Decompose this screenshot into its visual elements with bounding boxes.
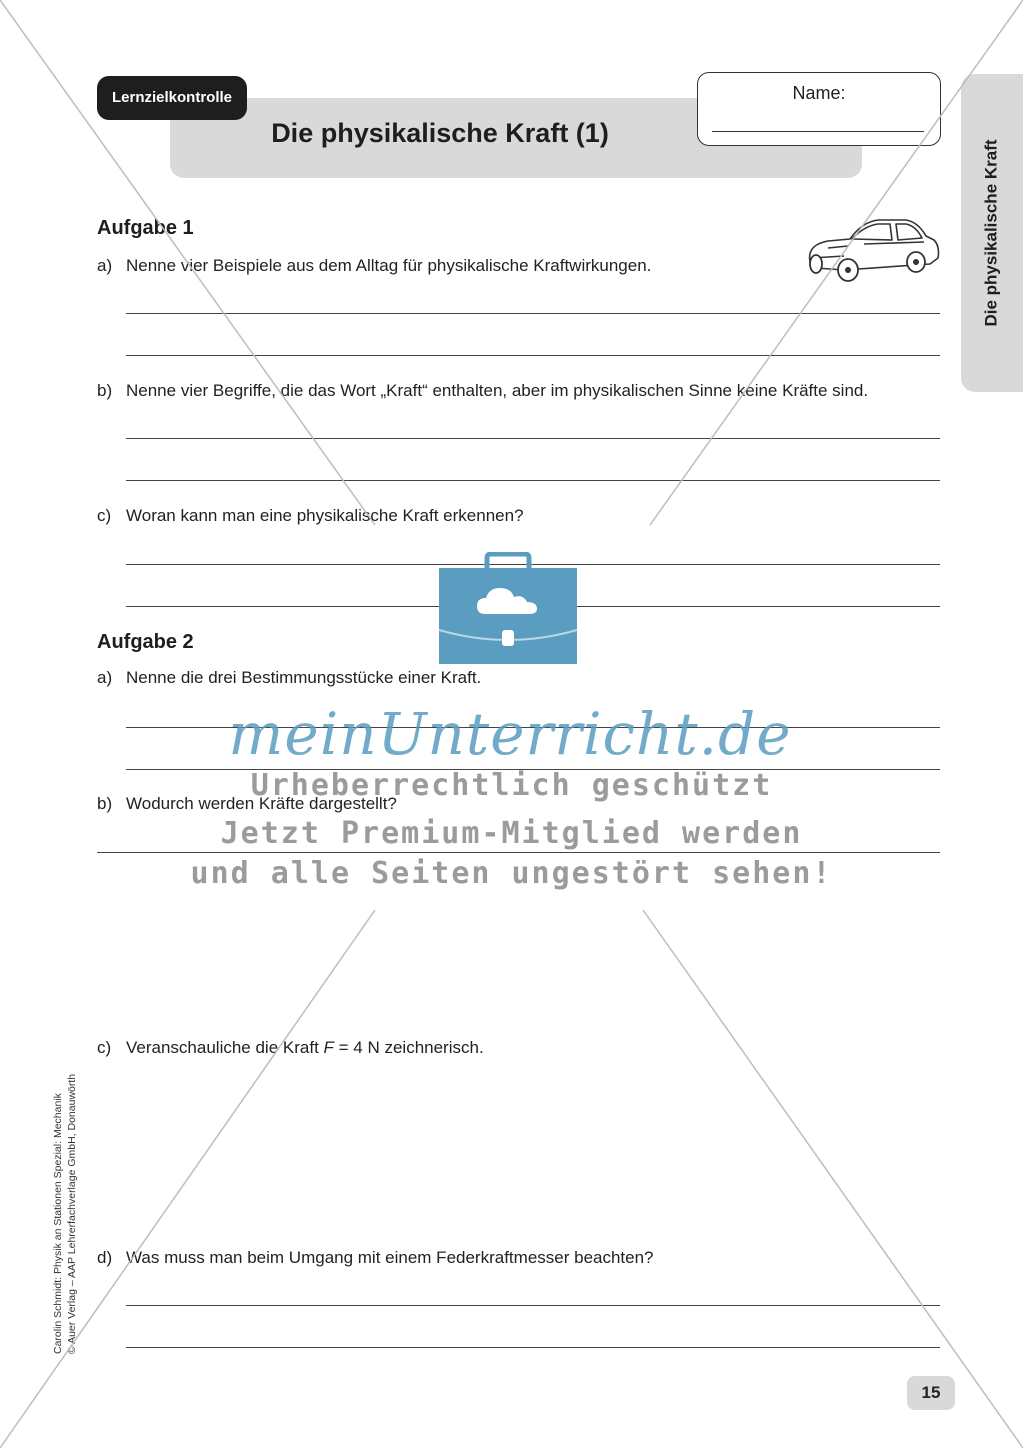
watermark-line-1: Urheberrechtlich geschützt — [250, 768, 773, 803]
answer-line[interactable] — [126, 355, 940, 356]
task2-question-a — [97, 668, 481, 688]
question-text: Was muss man beim Umgang mit einem Federkraftmesser beachten? — [126, 1248, 654, 1267]
question-text-before: Veranschauliche die Kraft — [126, 1038, 324, 1057]
question-text: Nenne vier Beispiele aus dem Alltag für physikalische Kraftwirkungen. — [126, 256, 652, 275]
answer-line[interactable] — [126, 1305, 940, 1306]
question-label: d) — [97, 1248, 113, 1267]
task1-heading: Aufgabe 1 — [97, 217, 194, 239]
question-text: Nenne vier Begriffe, die das Wort „Kraft“ enthalten, aber im physikalischen Sinne keine Kräfte sind. — [126, 381, 869, 400]
watermark-line-2: Jetzt Premium-Mitglied werden — [220, 816, 803, 851]
name-write-line[interactable] — [712, 131, 924, 132]
answer-line[interactable] — [126, 438, 940, 439]
name-label: Name: — [792, 83, 846, 103]
question-text: Woran kann man eine physikalische Kraft erkennen? — [126, 506, 524, 525]
question-label: c) — [97, 506, 112, 525]
question-label: b) — [97, 381, 113, 400]
page-number: 15 — [907, 1376, 955, 1410]
lernzielkontrolle-badge: Lernzielkontrolle — [97, 76, 247, 120]
question-text: Nenne die drei Bestimmungsstücke einer Kraft. — [126, 668, 482, 687]
question-label: c) — [97, 1038, 112, 1057]
side-tab-label-wrap — [961, 74, 1023, 392]
question-label: a) — [97, 668, 113, 687]
credit-line-1: Carolin Schmidt: Physik an Stationen Spezial: Mechanik — [52, 1093, 64, 1354]
name-box — [697, 72, 941, 146]
task2-question-c — [97, 1038, 484, 1058]
force-variable: F — [323, 1038, 334, 1057]
answer-line[interactable] — [126, 313, 940, 314]
task2-heading: Aufgabe 2 — [97, 631, 194, 653]
car-illustration — [804, 214, 942, 288]
side-tab-label: Die physikalische Kraft — [982, 139, 1002, 327]
page-title: Die physikalische Kraft (1) — [271, 118, 609, 148]
task1-question-c — [97, 506, 524, 526]
answer-line[interactable] — [97, 852, 940, 853]
answer-line[interactable] — [126, 1347, 940, 1348]
question-text: Wodurch werden Kräfte dargestellt? — [126, 794, 397, 813]
watermark-brand: meinUnterricht.de — [228, 700, 792, 768]
credit — [45, 1040, 85, 1360]
task2-question-d — [97, 1248, 654, 1268]
task1-question-b — [97, 381, 868, 401]
answer-line[interactable] — [126, 480, 940, 481]
credit-line-2: © Auer Verlag – AAP Lehrerfachverlage GmbH, Donauwörth — [66, 1073, 78, 1354]
question-label: b) — [97, 794, 113, 813]
task1-question-a — [97, 256, 651, 276]
question-label: a) — [97, 256, 113, 275]
briefcase-cloud-icon — [439, 552, 577, 664]
watermark-line-3: und alle Seiten ungestört sehen! — [190, 856, 833, 891]
question-text-after: = 4 N zeichnerisch. — [333, 1038, 484, 1057]
